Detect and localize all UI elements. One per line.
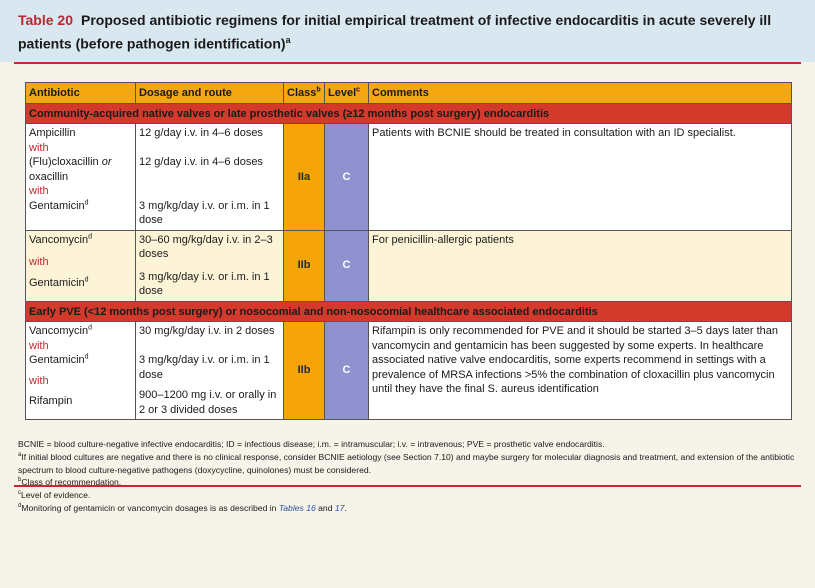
section-title: Early PVE (<12 months post surgery) or nosocomial and non-nosocomial healthcare associated endocarditis	[26, 301, 792, 322]
level-cell: C	[325, 124, 369, 231]
dose-text: 3 mg/kg/day i.v. or i.m. in 1 dose	[139, 354, 270, 381]
comment-cell: Patients with BCNIE should be treated in consultation with an ID specialist.	[369, 124, 792, 231]
table-label: Table 20	[18, 12, 73, 28]
with-label: with	[29, 141, 49, 154]
dose-text: 12 g/day i.v. in 4–6 doses	[139, 156, 263, 168]
header-class: Class$^b$	[284, 83, 325, 104]
antibiotic-cell	[26, 322, 136, 420]
header-comments: Comments	[369, 83, 792, 104]
drug-name: Rifampin	[29, 395, 73, 407]
with-label: with	[29, 256, 49, 268]
dosage-cell	[136, 322, 284, 420]
dose-text: 900–1200 mg i.v. or orally in 2 or 3 divided doses	[139, 389, 277, 416]
dose-text: 3 mg/kg/day i.v. or i.m. in 1 dose	[139, 199, 270, 226]
drug-name: Vancomycin$^d$	[29, 324, 93, 337]
table-caption	[0, 0, 815, 62]
section-title: Community-acquired native valves or late prosthetic valves (≥12 months post surgery) endocarditis	[26, 103, 792, 124]
level-cell: C	[325, 322, 369, 420]
dose-text: 30 mg/kg/day i.v. in 2 doses	[139, 325, 275, 337]
dose-text: 12 g/day i.v. in 4–6 doses	[139, 127, 263, 139]
table-title: Proposed antibiotic regimens for initial empirical treatment of infective endocarditis in acute severely ill patients (before pathogen identification)	[18, 12, 772, 52]
section-row-community	[26, 103, 792, 124]
with-label: with	[29, 374, 49, 387]
drug-name: oxacillin	[29, 170, 69, 183]
table-row	[26, 322, 792, 420]
footnotes	[18, 438, 808, 515]
footnote-c: $^c$Level of evidence.	[18, 490, 91, 501]
comment-cell: For penicillin-allergic patients	[369, 230, 792, 301]
title-footnote-mark: a	[285, 35, 291, 45]
footnote-b: $^b$Class of recommendation.	[18, 477, 122, 488]
antibiotic-cell	[26, 124, 136, 231]
level-cell: C	[325, 230, 369, 301]
drug-name: Gentamicin$^d$	[29, 198, 89, 212]
class-cell: IIa	[284, 124, 325, 231]
drug-name: Vancomycin$^d$	[29, 232, 93, 246]
header-row	[26, 83, 792, 104]
footnote-abbrev: BCNIE = blood culture-negative infective endocarditis; ID = infectious disease; i.m. = intramuscular; i.v. = intravenous; PVE = prosthetic valve endocarditis.	[18, 439, 605, 449]
footnote-a: $^a$If initial blood cultures are negative and there is no clinical response, consider BCNIE aetiology (see Section 7.10) and maybe surgery for molecular diagnosis and treatment, and extension of the antibiotic spectrum to blood culture-negative pathogens (doxycycline, quinolones) must be considered.	[18, 451, 795, 475]
dosage-cell	[136, 230, 284, 301]
section-row-early-pve	[26, 301, 792, 322]
top-rule	[14, 62, 801, 64]
drug-name: (Flu)cloxacillin or	[29, 156, 112, 168]
with-label: with	[29, 185, 49, 197]
table-row	[26, 124, 792, 231]
footnote-d: $^d$Monitoring of gentamicin or vancomycin dosages is as described in Tables 16 and 17.	[18, 502, 347, 513]
table-row	[26, 230, 792, 301]
class-cell: IIb	[284, 230, 325, 301]
antibiotic-cell	[26, 230, 136, 301]
dose-text: 3 mg/kg/day i.v. or i.m. in 1 dose	[139, 270, 270, 297]
dosage-cell	[136, 124, 284, 231]
header-antibiotic: Antibiotic	[26, 83, 136, 104]
drug-name: Ampicillin	[29, 127, 76, 139]
drug-name: Gentamicin$^d$	[29, 353, 89, 366]
regimen-table	[25, 82, 792, 420]
drug-name: Gentamicin$^d$	[29, 275, 89, 289]
class-cell: IIb	[284, 322, 325, 420]
table-16-link[interactable]: Tables 16	[278, 502, 316, 513]
with-label: with	[29, 339, 49, 352]
header-level: Level$^c$	[325, 83, 369, 104]
header-dosage: Dosage and route	[136, 83, 284, 104]
dose-text: 30–60 mg/kg/day i.v. in 2–3 doses	[139, 233, 273, 260]
table-17-link[interactable]: 17	[334, 502, 345, 513]
comment-cell: Rifampin is only recommended for PVE and it should be started 3–5 days later than vancomycin and gentamicin has been suggested by some experts. In healthcare associated native valve endocarditis, some experts recommend in settings with a prevalence of MRSA infections >5% the combination of cloxacillin plus vancomycin until they have the final S. aureus identification	[369, 322, 792, 420]
